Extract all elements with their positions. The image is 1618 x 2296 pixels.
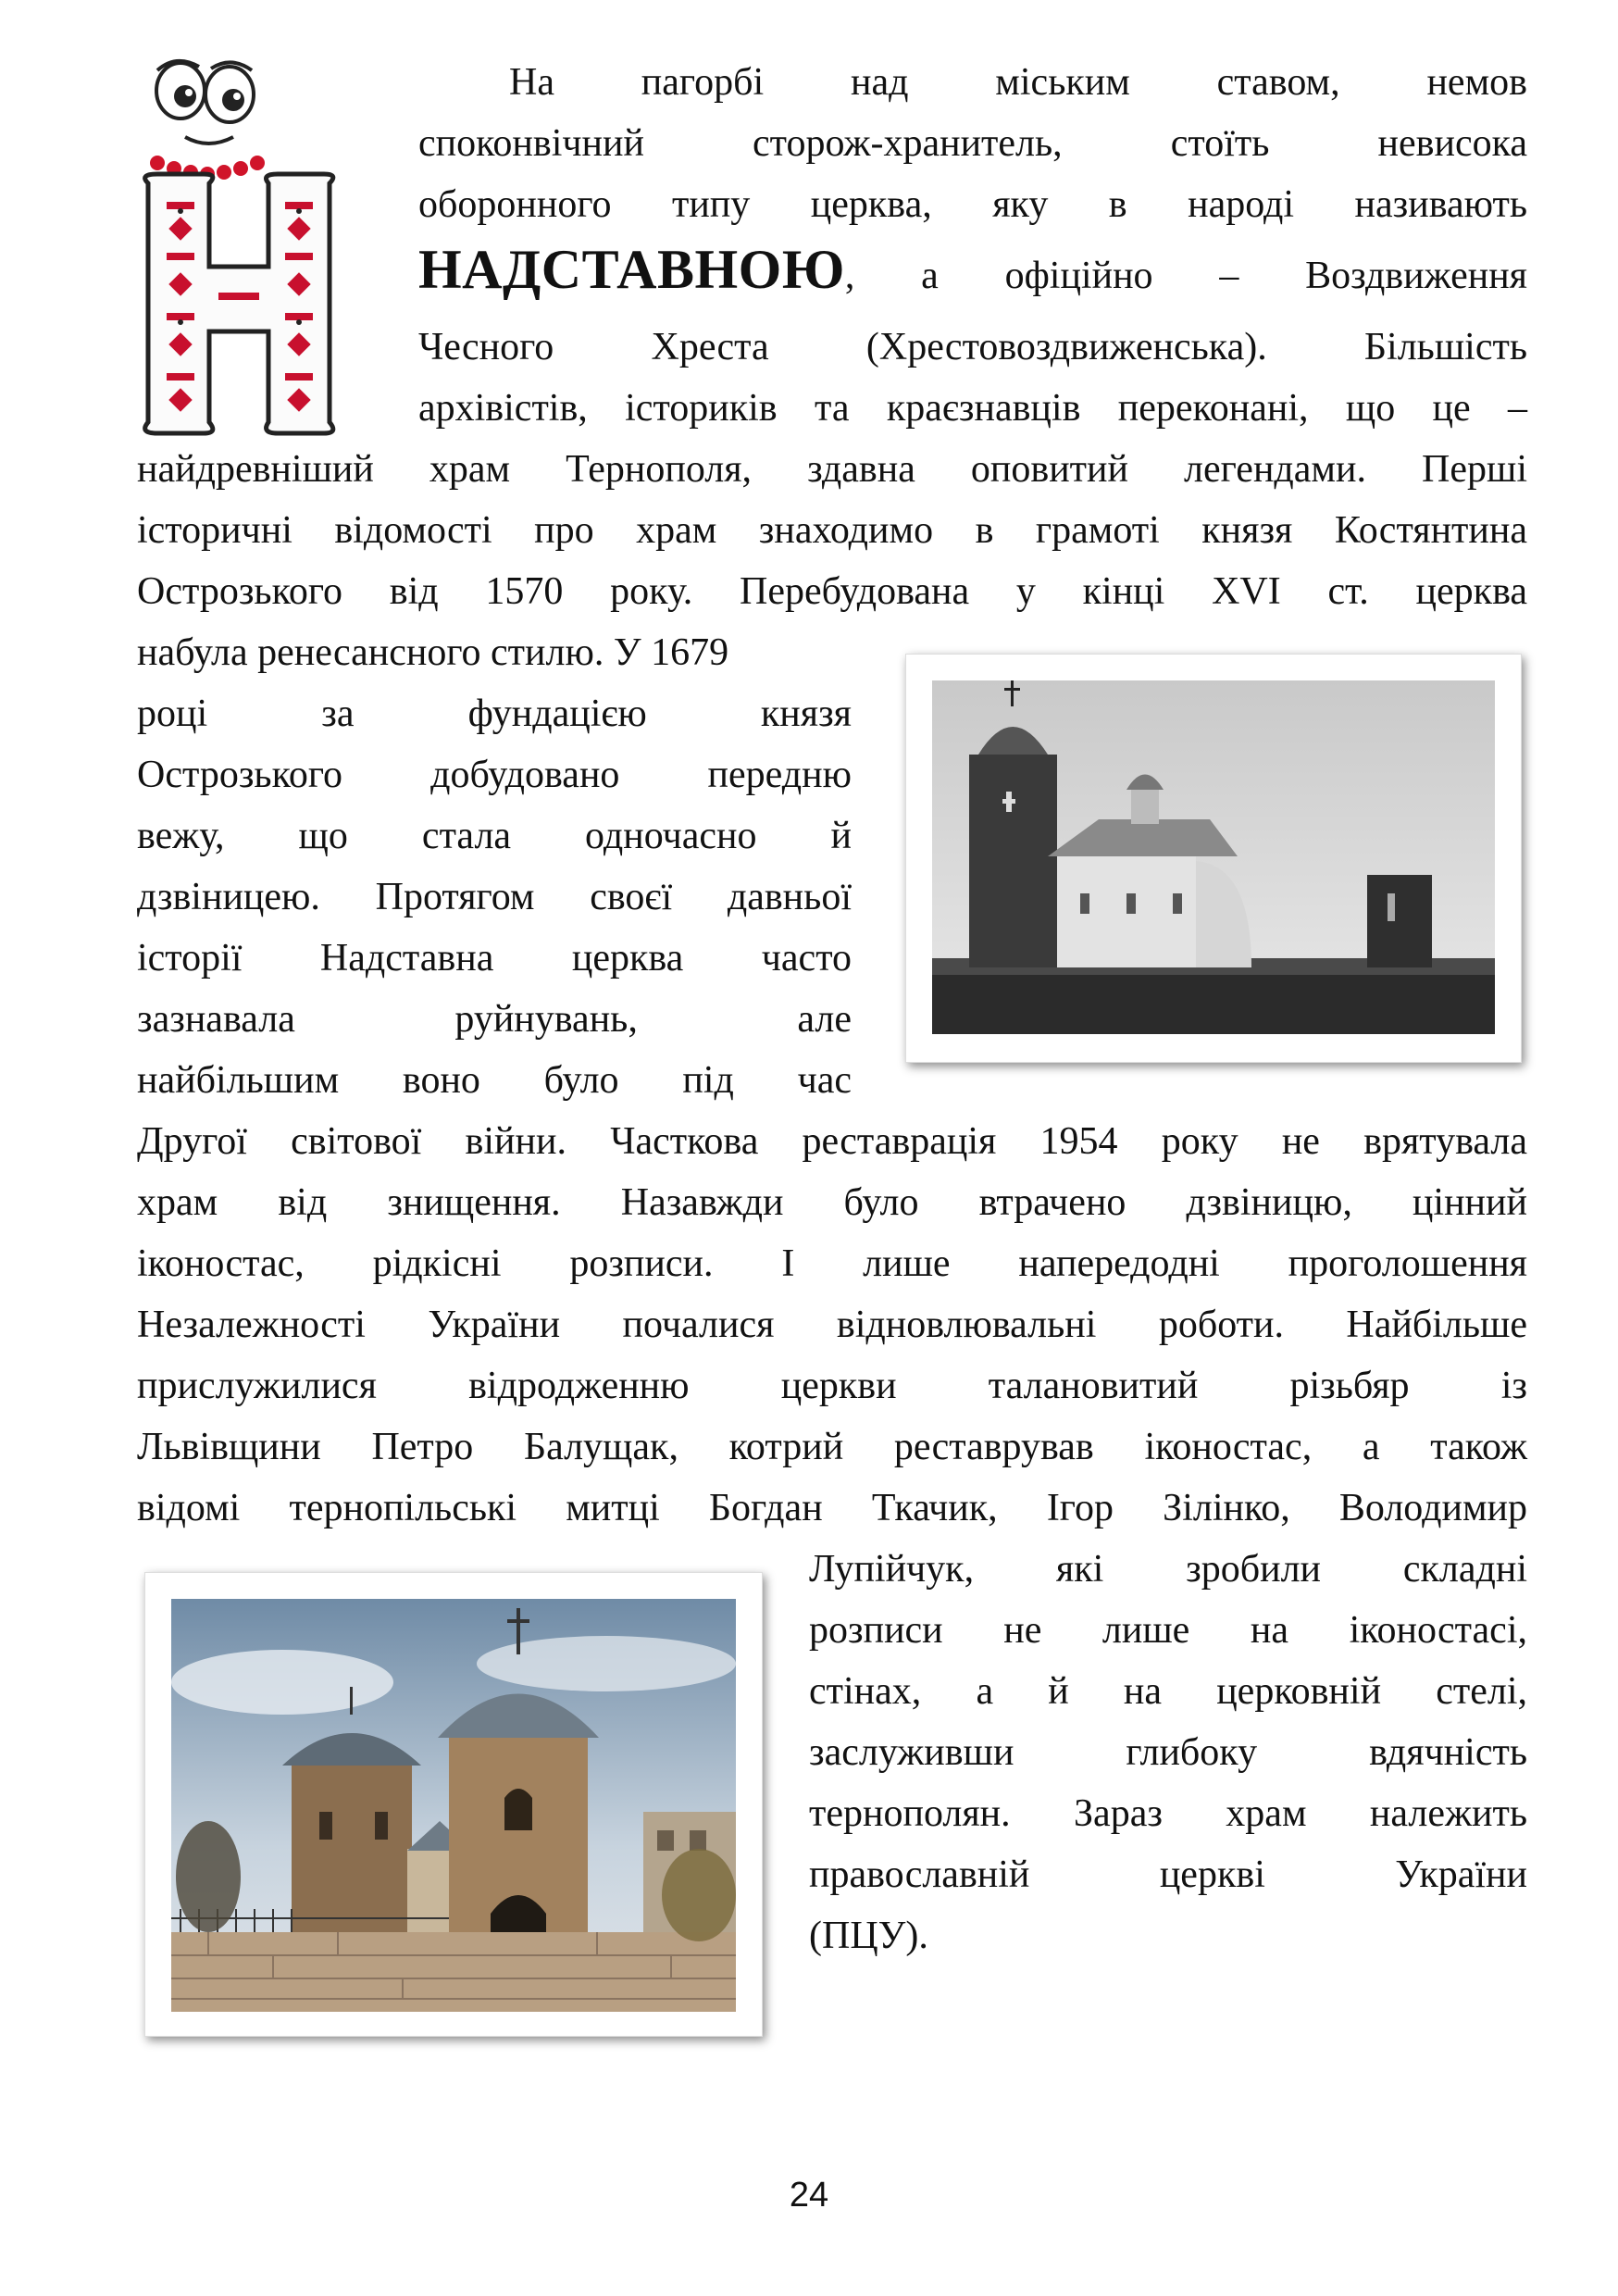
text-line: Лупійчук, які зробили складні <box>809 1548 1527 1591</box>
text-line: стінах, а й на церковній стелі, <box>809 1670 1527 1713</box>
text-line: оборонного типу церква, яку в народі називають <box>418 183 1527 226</box>
text-line: дзвіницею. Протягом своєї давньої <box>137 876 852 918</box>
text-line: православній церкві України <box>809 1853 1527 1896</box>
text-line: найдревніший храм Тернополя, здавна оповитий легендами. Перші <box>137 448 1527 491</box>
text-line: році за фундацією князя <box>137 693 852 735</box>
text-line: Острозького добудовано передню <box>137 754 852 796</box>
text-line: історичні відомості про храм знаходимо в грамоті князя Костянтина <box>137 509 1527 552</box>
text-line: храм від знищення. Назавжди було втрачено дзвіницю, цінний <box>137 1181 1527 1224</box>
text-line: Другої світової війни. Часткова реставрація 1954 року не врятувала <box>137 1120 1527 1163</box>
text-line: іконостас, рідкісні розписи. І лише напередодні проголошення <box>137 1242 1527 1285</box>
historic-church-photo <box>905 654 1522 1063</box>
text-line: вежу, що стала одночасно й <box>137 815 852 857</box>
modern-church-photo <box>144 1572 763 2037</box>
text-line: відомі тернопільські митці Богдан Ткачик, Ігор Зілінко, Володимир <box>137 1487 1527 1529</box>
church-name: НАДСТАВНОЮ <box>418 239 845 300</box>
text-line: заслуживши глибоку вдячність <box>809 1731 1527 1774</box>
text-line: розписи не лише на іконостасі, <box>809 1609 1527 1652</box>
drop-cap-letter <box>130 54 407 447</box>
text-line: зазнавала руйнувань, але <box>137 998 852 1041</box>
text-line <box>418 239 1527 300</box>
text-line: історії Надставна церква часто <box>137 937 852 980</box>
modern-church-photo-icon <box>171 1599 736 2012</box>
text-line: На пагорбі над міським ставом, немов <box>509 61 1527 104</box>
historic-church-photo-icon <box>932 680 1495 1034</box>
text-line-rest <box>845 245 1527 306</box>
text-line: архівістів, істориків та краєзнавців переконані, що це – <box>418 387 1527 430</box>
text-line: Острозького від 1570 року. Перебудована у кінці XVI ст. церква <box>137 570 1527 613</box>
text-line: Львівщини Петро Балущак, котрий реставрував іконостас, а також <box>137 1426 1527 1468</box>
text-line: Чесного Хреста (Хрестовоздвиженська). Більшість <box>418 326 1527 368</box>
text-line: набула ренесансного стилю. У 1679 <box>137 631 729 674</box>
text-fragment: , а офіційно – Воздвиження <box>844 255 1527 297</box>
page-number: 24 <box>789 2176 829 2215</box>
text-line: тернополян. Зараз храм належить <box>809 1792 1527 1835</box>
text-line: Незалежності України почалися відновлювальні роботи. Найбільше <box>137 1304 1527 1346</box>
embroidered-letter-mascot-icon <box>130 54 407 443</box>
text-line: прислужилися відродженню церкви талановитий різьбяр із <box>137 1365 1527 1407</box>
text-line: (ПЦУ). <box>809 1915 928 1957</box>
text-line: найбільшим воно було під час <box>137 1059 852 1102</box>
text-line: споконвічний сторож-хранитель, стоїть невисока <box>418 122 1527 165</box>
